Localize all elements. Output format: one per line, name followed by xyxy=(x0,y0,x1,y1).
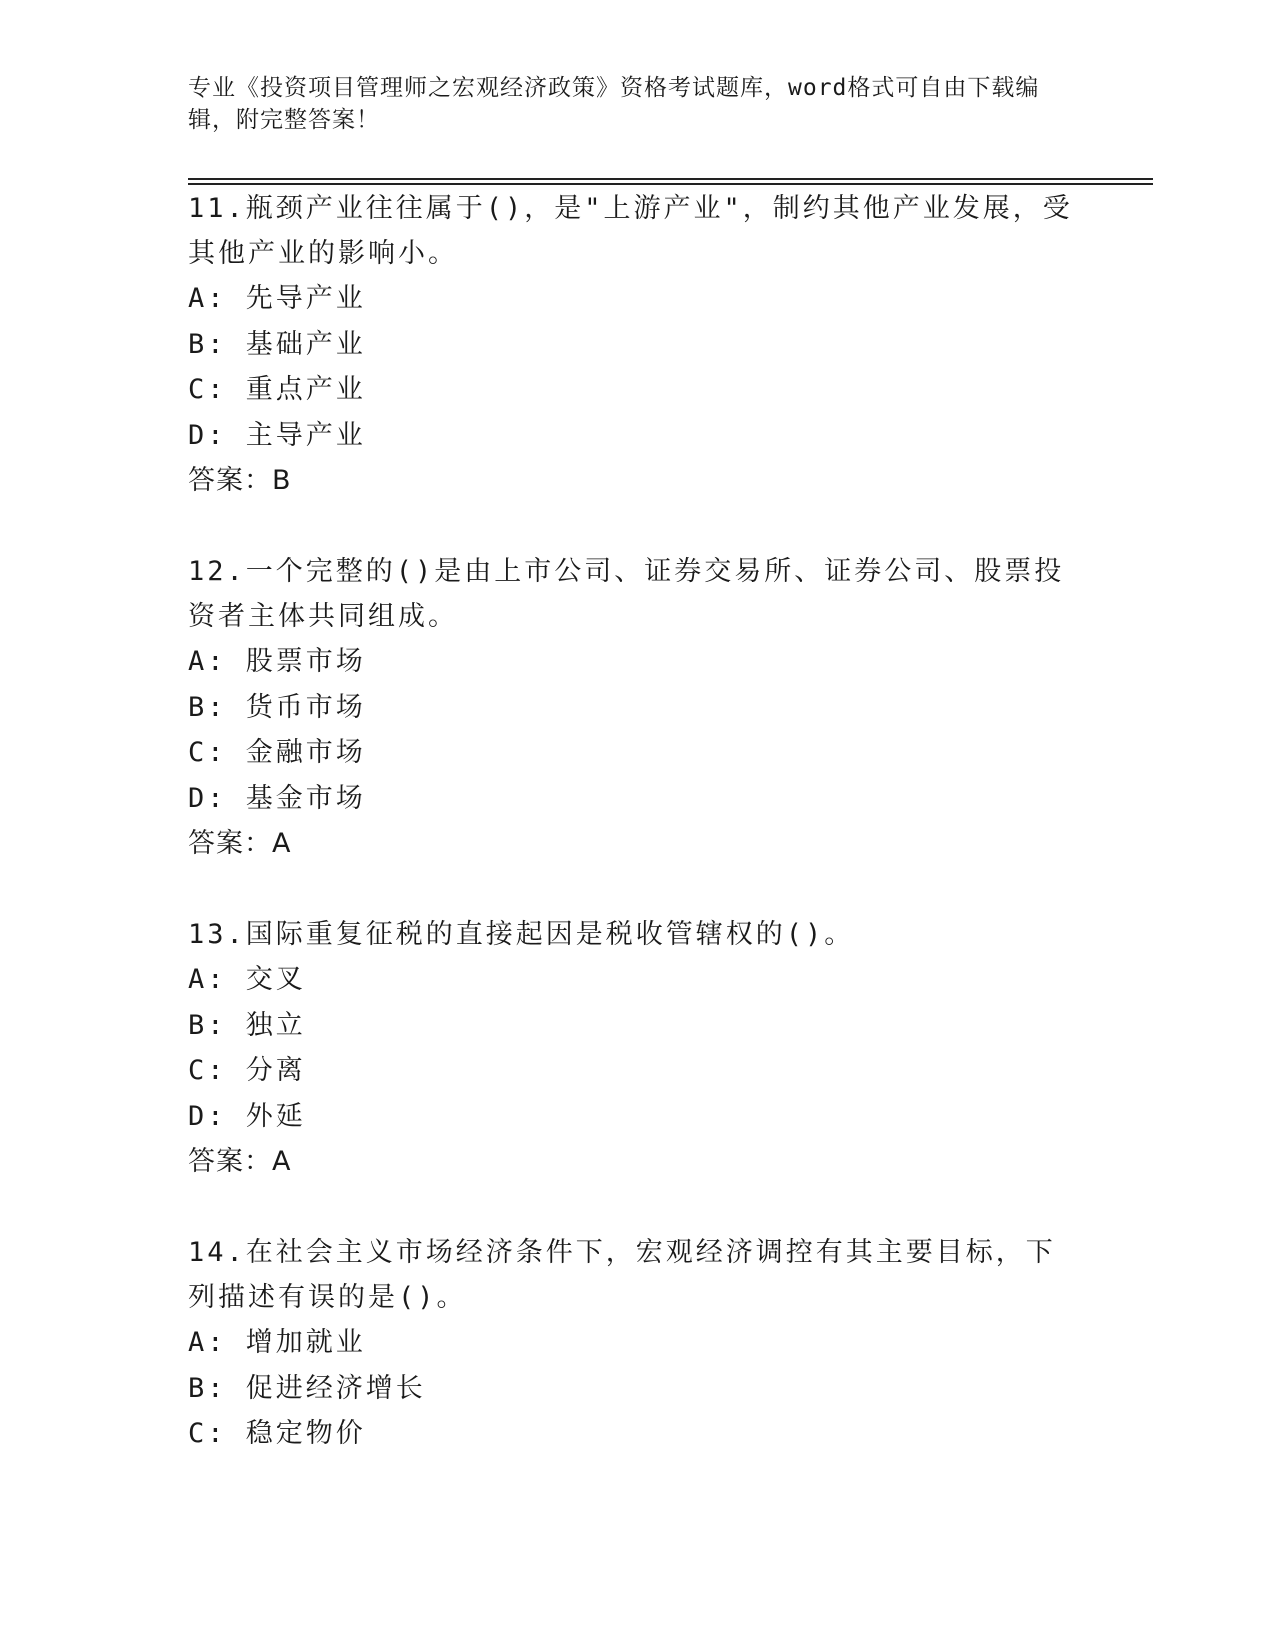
option-d: D: 基金市场 xyxy=(188,782,366,814)
option-d: D: 外延 xyxy=(188,1100,306,1132)
option-d: D: 主导产业 xyxy=(188,419,366,451)
answer-value: A xyxy=(272,1146,291,1177)
option-b: B: 促进经济增长 xyxy=(188,1372,426,1404)
option-c: C: 重点产业 xyxy=(188,374,366,405)
question-stem: 11.瓶颈产业往往属于()，是"上游产业"，制约其他产业发展，受其他产业的影响小。 xyxy=(188,193,1073,269)
answer-value: B xyxy=(272,465,291,496)
option-b: B: 基础产业 xyxy=(188,328,366,360)
answer-line xyxy=(188,458,1078,504)
question-stem: 12.一个完整的()是由上市公司、证券交易所、证券公司、股票投资者主体共同组成。 xyxy=(188,556,1065,632)
option-c: C: 分离 xyxy=(188,1055,306,1086)
option-c: C: 稳定物价 xyxy=(188,1418,366,1449)
question-13 xyxy=(188,912,1078,1185)
question-stem: 14.在社会主义市场经济条件下，宏观经济调控有其主要目标，下列描述有误的是()。 xyxy=(188,1237,1056,1313)
question-14 xyxy=(188,1230,1078,1457)
option-a: A: 先导产业 xyxy=(188,283,366,314)
question-list xyxy=(188,186,1078,1502)
option-a: A: 增加就业 xyxy=(188,1327,366,1358)
answer-line xyxy=(188,821,1078,867)
answer-line xyxy=(188,1139,1078,1185)
header-divider-top xyxy=(188,178,1153,180)
header-divider-bottom xyxy=(188,183,1153,185)
answer-label: 答案： xyxy=(188,828,272,859)
option-a: A: 股票市场 xyxy=(188,646,366,677)
document-header: 专业《投资项目管理师之宏观经济政策》资格考试题库，word格式可自由下载编辑，附完整答案！ xyxy=(188,75,1040,133)
document-page xyxy=(188,0,1153,1650)
option-a: A: 交叉 xyxy=(188,964,306,995)
answer-label: 答案： xyxy=(188,465,272,496)
answer-value: A xyxy=(272,828,291,859)
question-stem: 13.国际重复征税的直接起因是税收管辖权的()。 xyxy=(188,919,855,950)
question-11 xyxy=(188,186,1078,504)
option-b: B: 货币市场 xyxy=(188,691,366,723)
answer-label: 答案： xyxy=(188,1146,272,1177)
option-b: B: 独立 xyxy=(188,1009,306,1041)
question-12 xyxy=(188,549,1078,867)
option-c: C: 金融市场 xyxy=(188,737,366,768)
